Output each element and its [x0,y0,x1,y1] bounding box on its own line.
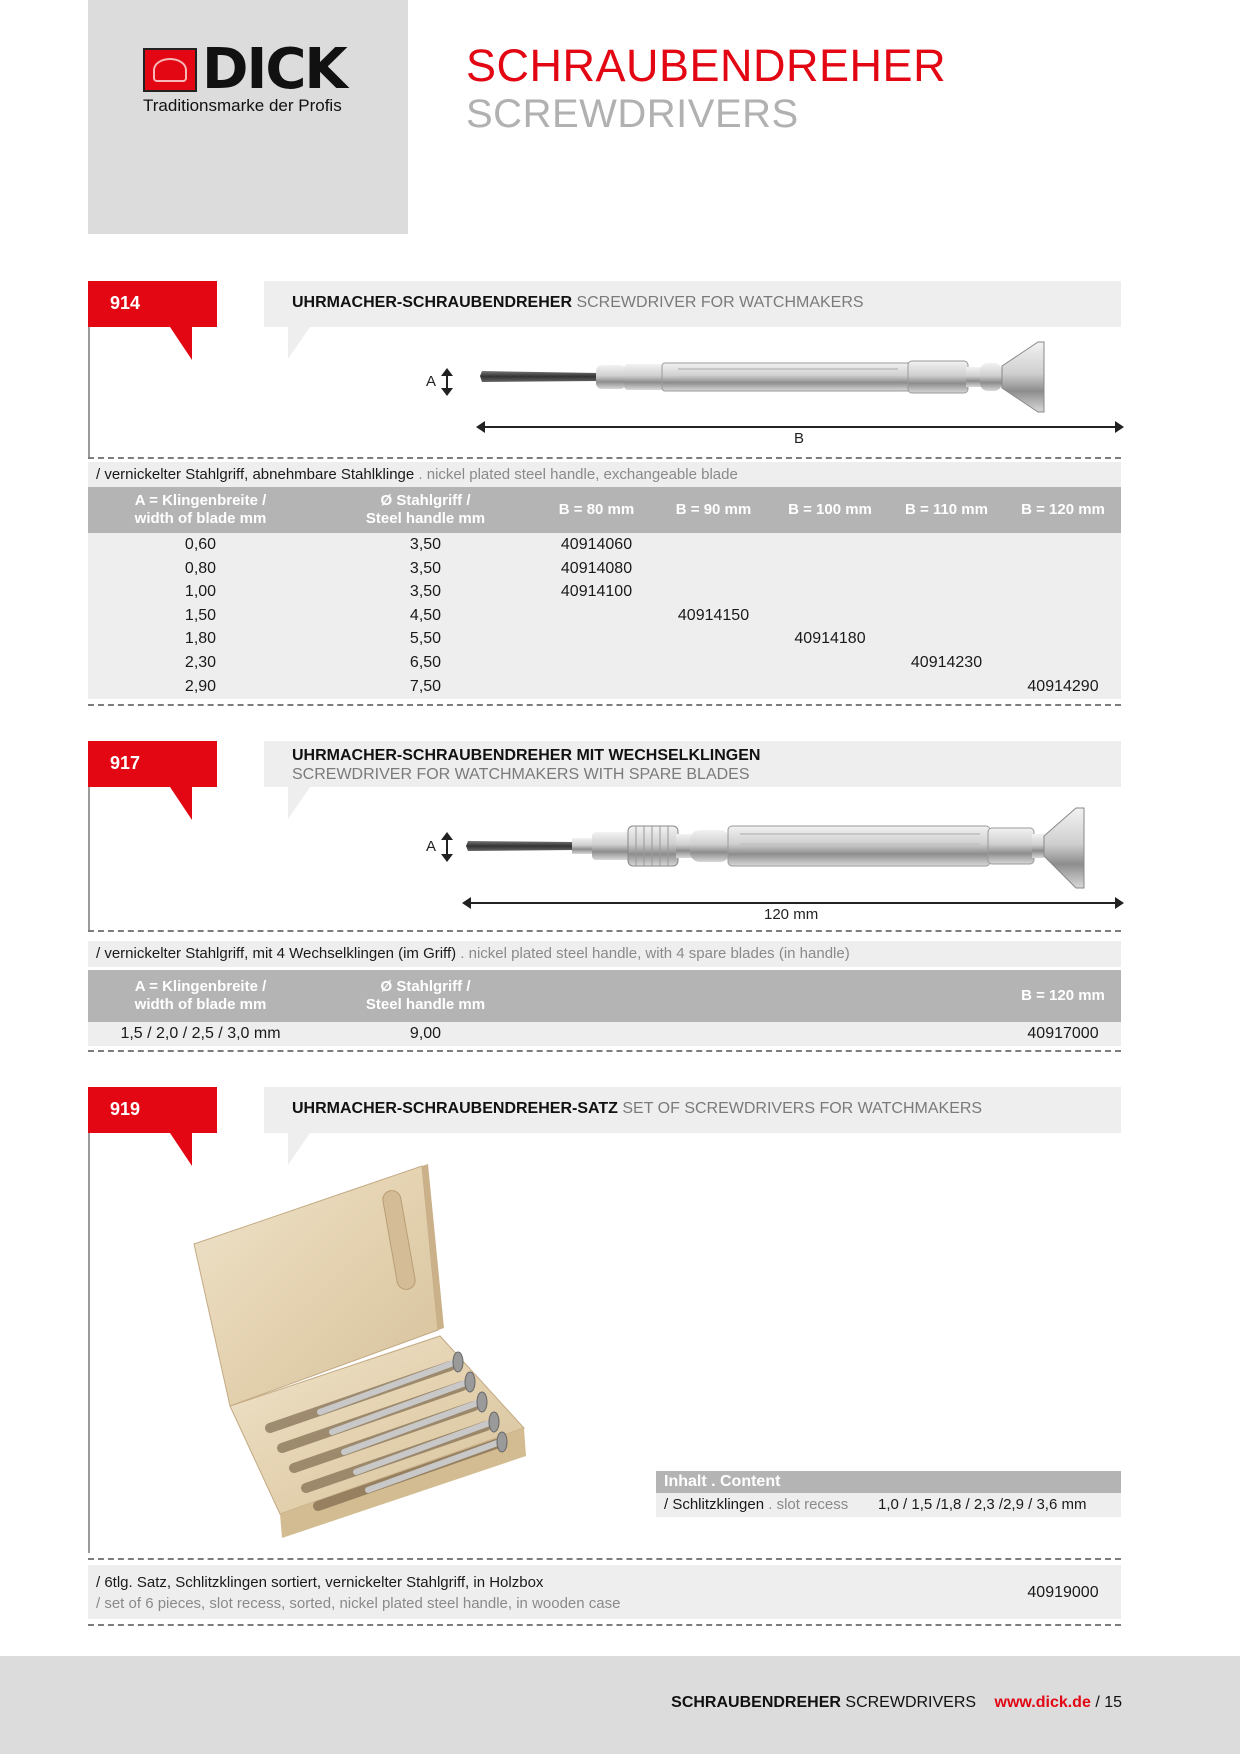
dim-length-arrow [464,902,1122,904]
cell-handle: 7,50 [409,677,442,695]
tag-pointer [170,787,192,820]
dim-b-arrow [478,426,1122,428]
divider [88,1624,1121,1626]
cell-article: 40914290 [1027,677,1099,695]
footer-de: SCHRAUBENDREHER [671,1694,841,1711]
product-header-914 [264,281,1121,327]
title-en: SCREWDRIVER FOR WATCHMAKERS WITH SPARE BLADES [292,766,750,783]
spare-blade-screwdriver-image [464,804,1124,890]
table-row [88,583,1121,605]
cell-blade-width: 2,90 [184,677,217,695]
col-handle [313,492,538,528]
product-note-914 [88,462,1121,488]
cell-blade-width: 1,00 [184,583,217,601]
cell-article: 40914060 [560,536,633,553]
product-number-917: 917 [88,741,217,787]
title-de: UHRMACHER-SCHRAUBENDREHER [292,294,572,311]
cell-blade-width: 0,80 [184,559,217,577]
table-row [88,654,1121,676]
content-de: / Schlitzklingen [664,1496,765,1513]
header-line: A = Klingenbreite / [134,492,267,509]
col-b80: B = 80 mm [558,501,635,518]
header-pointer [288,787,310,819]
tag-pointer [170,1133,192,1166]
cell-article: 40914150 [677,606,750,624]
table-body-917 [88,1022,1121,1046]
table-row [88,607,1121,629]
cell-handle: 4,50 [409,606,442,624]
col-b120: B = 120 mm [1021,501,1105,518]
cell-handle: 3,50 [409,536,442,553]
col-blade-width [88,492,313,528]
page-footer [0,1656,1240,1754]
cell-blade-width: 1,80 [184,630,217,648]
product-header-919 [264,1087,1121,1133]
cell-article: 40914080 [560,559,633,577]
cell-blade-width: 1,50 [184,606,217,624]
divider [88,457,1121,459]
page-number: / 15 [1095,1694,1122,1711]
article-number: 40919000 [1027,1584,1099,1601]
col-b120: B = 120 mm [1021,987,1105,1004]
title-de: UHRMACHER-SCHRAUBENDREHER-SATZ [292,1100,618,1117]
content-row [656,1493,1121,1517]
header-pointer [288,327,310,359]
note-en: . nickel plated steel handle, exchangeable blade [418,466,738,483]
header-line: Ø Stahlgriff / [380,492,471,509]
divider [88,1050,1121,1052]
table-row [88,560,1121,582]
divider [88,704,1121,706]
note-de: / vernickelter Stahlgriff, abnehmbare Stahlklinge [96,466,415,483]
content-value: 1,0 / 1,5 /1,8 / 2,3 /2,9 / 3,6 mm [878,1496,1087,1513]
brand-name: DICK [202,37,346,102]
title-de: UHRMACHER-SCHRAUBENDREHER MIT WECHSELKLINGEN [292,747,761,764]
title-en: SET OF SCREWDRIVERS FOR WATCHMAKERS [622,1100,983,1117]
cell-handle: 9,00 [409,1025,442,1042]
table-row [88,536,1121,558]
cell-article: 40917000 [1027,1025,1099,1042]
table-header-914 [88,487,1121,533]
section-rule [88,1133,90,1553]
tag-pointer [170,327,192,360]
brand-tagline: Traditionsmarke der Profis [143,96,342,115]
note-en: / set of 6 pieces, slot recess, sorted, nickel plated steel handle, in wooden case [96,1595,621,1612]
title-en: SCREWDRIVER FOR WATCHMAKERS [576,294,864,311]
header-line: width of blade mm [134,510,267,527]
page-title-en: SCREWDRIVERS [466,92,799,136]
wooden-case-set-image [190,1160,530,1540]
header-line: Steel handle mm [365,510,486,527]
section-rule [88,327,90,457]
col-b100: B = 100 mm [788,501,872,518]
product-note-917 [88,941,1121,967]
table-body-914 [88,533,1121,699]
website-link[interactable]: www.dick.de [994,1694,1091,1711]
dim-length-label: 120 mm [764,906,819,923]
content-header: Inhalt . Content [656,1471,1121,1493]
cell-blade-width: 2,30 [184,654,217,671]
header-line: Steel handle mm [365,996,486,1013]
header-line: Ø Stahlgriff / [380,978,471,995]
dim-a-label: A [426,373,437,390]
cell-handle: 3,50 [409,559,442,577]
section-rule [88,787,90,930]
content-en: . slot recess [768,1496,849,1513]
logo-panel [88,0,408,234]
product-number-914: 914 [88,281,217,327]
col-b110: B = 110 mm [905,501,988,518]
dim-b-label: B [794,430,805,447]
divider [88,1558,1121,1560]
note-de: / vernickelter Stahlgriff, mit 4 Wechselklingen (im Griff) [96,945,457,962]
footer-en: SCREWDRIVERS [845,1694,977,1711]
brand-emblem-icon [143,48,197,92]
header-line: width of blade mm [134,996,267,1013]
footer-text [671,1694,1122,1712]
cell-handle: 3,50 [409,583,442,601]
cell-handle: 6,50 [409,654,442,671]
note-de: / 6tlg. Satz, Schlitzklingen sortiert, vernickelter Stahlgriff, in Holzbox [96,1574,544,1591]
table-header-917 [88,970,1121,1022]
col-handle [313,978,538,1014]
cell-handle: 5,50 [409,630,442,648]
note-en: . nickel plated steel handle, with 4 spare blades (in handle) [460,945,850,962]
header-line: A = Klingenbreite / [134,978,267,995]
divider [88,930,1121,932]
cell-article: 40914100 [560,583,633,601]
watchmaker-screwdriver-image [478,338,1123,424]
cell-blade-width: 1,5 / 2,0 / 2,5 / 3,0 mm [120,1025,281,1042]
product-note-919 [88,1565,1121,1619]
cell-article: 40914180 [794,630,866,648]
table-row [88,630,1121,652]
cell-article: 40914230 [910,654,983,671]
dim-a-arrow [446,371,448,393]
dim-a-arrow [446,835,448,859]
page-title-de: SCHRAUBENDREHER [466,40,947,91]
dim-a-label: A [426,838,437,855]
table-row [88,678,1121,700]
product-header-917 [264,741,1121,787]
product-number-919: 919 [88,1087,217,1133]
col-blade-width [88,978,313,1014]
cell-blade-width: 0,60 [184,536,217,553]
col-b90: B = 90 mm [675,501,752,518]
